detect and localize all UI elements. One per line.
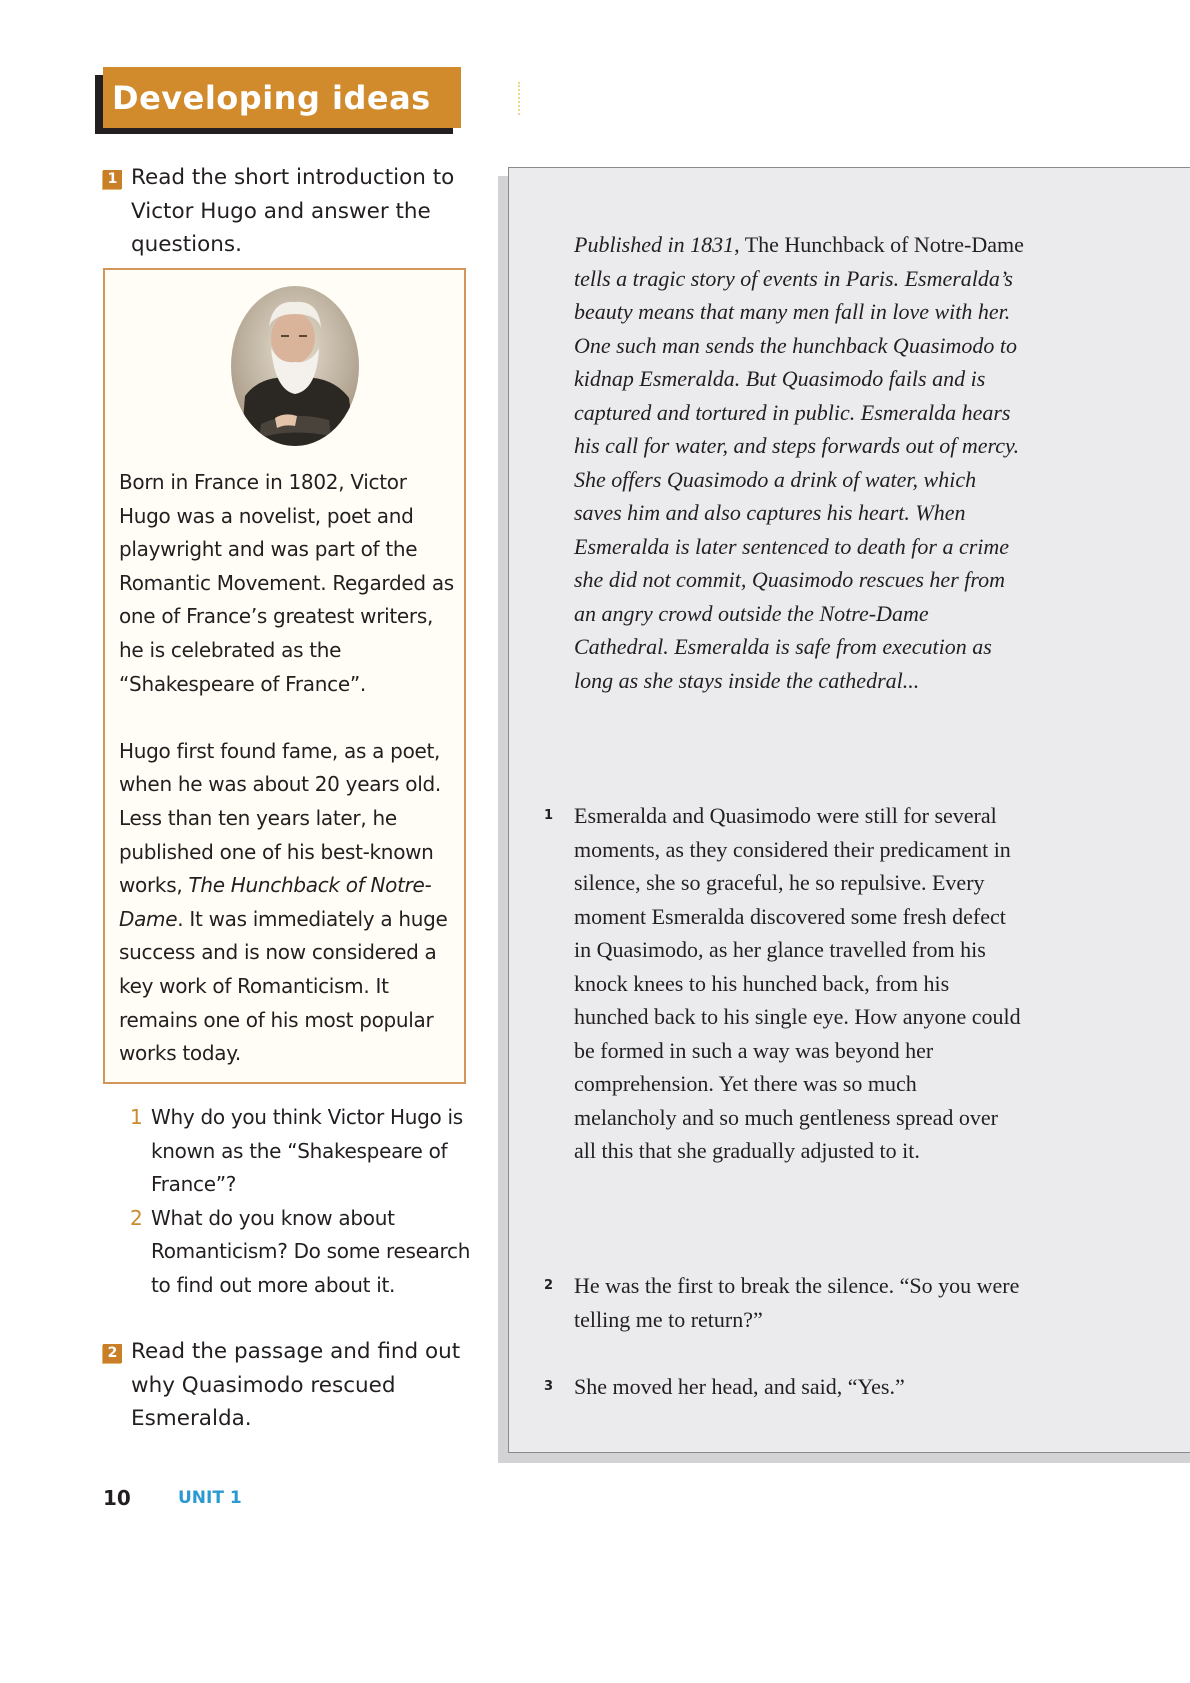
question-item [130,1101,480,1202]
bio-paragraph-2-end: . It was immediately a huge success and is now considered a key work of Romanticism. It remains one of his most popular works today. [119,906,448,1066]
question-item [130,1202,480,1303]
book-title: The Hunchback of Notre-Dame [119,873,432,931]
task-number-badge: 1 [103,170,122,189]
task-instruction: Read the passage and find out why Quasimodo rescued Esmeralda. [131,1339,461,1431]
bio-paragraph-1: Born in France in 1802, Victor Hugo was a novelist, poet and playwright and was part of the Romantic Movement. Regarded as one of France’s greatest writers, he is celebrated as the “Shakespeare of France”. [119,470,454,696]
paragraph-number: 1 [544,808,554,823]
question-text: What do you know about Romanticism? Do some research to find out more about it. [151,1205,471,1297]
intro-published: Published in 1831 [574,232,735,257]
passage-intro [574,228,1024,697]
paragraph-text: She moved her head, and said, “Yes.” [574,1374,905,1399]
intro-book-title: , The Hunchback of Notre-Dame [734,232,1024,257]
intro-summary: tells a tragic story of events in Paris. Esmeralda’s beauty means that many men fall in love with her. One such man sends the hunchback Quasimodo to kidnap Esmeralda. But Quasimodo fails and is captured and tortured in public. Esmeralda hears his call for water, and steps forwards out of mercy. She offers Quasimodo a drink of water, which saves him and also captures his heart. When Esmeralda is later sentenced to death for a crime she did not commit, Quasimodo rescues her from an angry crowd outside the Notre-Dame Cathedral. Esmeralda is safe from execution as long as she stays inside the cathedral... [574,265,1020,693]
banner-divider [518,82,520,115]
paragraph-number: 2 [544,1278,554,1293]
passage-paragraph [544,1269,1024,1336]
question-text: Why do you think Victor Hugo is known as the “Shakespeare of France”? [151,1105,463,1197]
bio-paragraph-2-start: Hugo first found fame, as a poet, when he was about 20 years old. Less than ten years later, he published one of his best-known works, [119,738,441,898]
paragraph-number: 3 [544,1379,554,1394]
passage-box [508,167,1190,1453]
question-number: 2 [130,1205,143,1230]
section-title: Developing ideas [112,78,431,117]
paragraph-text: Esmeralda and Quasimodo were still for several moments, as they considered their predicament in silence, she so graceful, he so repulsive. Every moment Esmeralda discovered some fresh defect in Quasimodo, as her glance travelled from his knock knees to his hunched back, from his hunched back to his single eye. How anyone could be formed in such a way was beyond her comprehension. Yet there was so much melancholy and so much gentleness spread over all this that she gradually adjusted to it. [574,803,1021,1163]
task-number-badge: 2 [103,1344,122,1363]
bio-paragraph-2 [119,735,459,1071]
section-banner [103,67,461,128]
question-number: 1 [130,1105,143,1129]
page-number: 10 [103,1486,131,1510]
question-list [130,1101,480,1303]
bio-box [103,268,466,1084]
victor-hugo-portrait-icon [231,286,359,446]
paragraph-text: He was the first to break the silence. “So you were telling me to return?” [574,1273,1020,1332]
passage-paragraph [544,799,1024,1168]
back-arrow-icon[interactable] [535,87,548,109]
passage-paragraph [544,1370,1024,1404]
task-instruction: Read the short introduction to Victor Hugo and answer the questions. [131,165,455,257]
bio-text [119,466,459,1071]
unit-label: UNIT 1 [178,1488,242,1508]
